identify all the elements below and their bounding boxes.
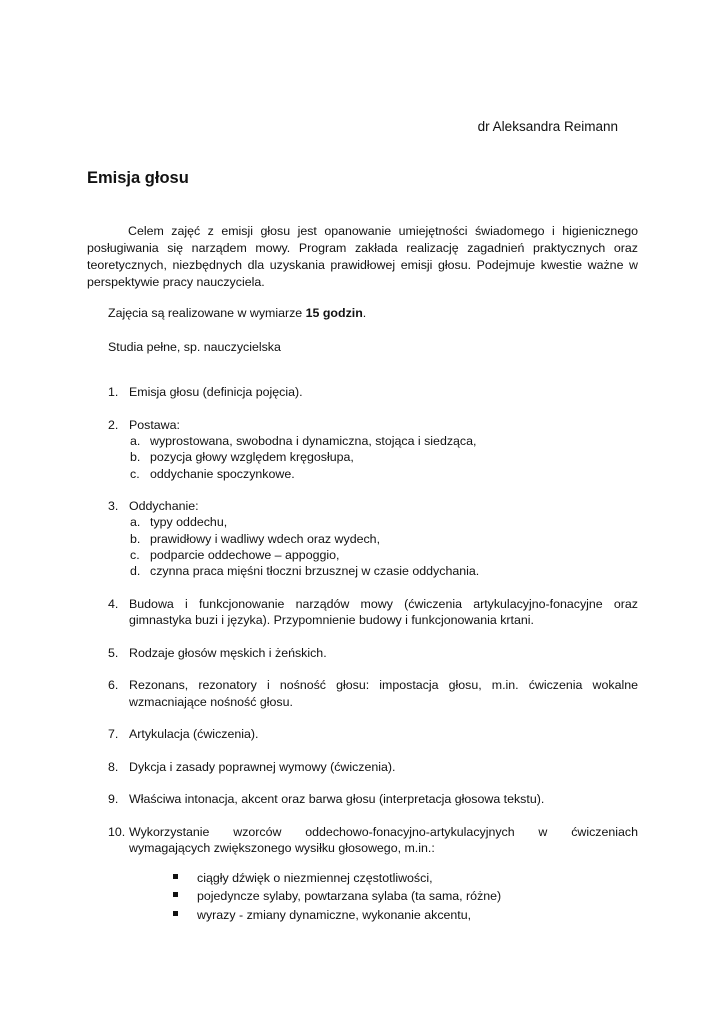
topic-text: Artykulacja (ćwiczenia).: [129, 727, 259, 742]
bullet-list: [173, 869, 638, 925]
subtopic-letter: b.: [130, 531, 141, 546]
subtopic-text: podparcie oddechowe – appoggio,: [150, 547, 340, 562]
topic-list: [108, 384, 638, 940]
subtopic-item: [130, 466, 638, 482]
subtopic-text: wyprostowana, swobodna i dynamiczna, stojąca i siedząca,: [150, 434, 477, 448]
topic-text: Oddychanie:: [129, 498, 199, 513]
topic-number: 5.: [108, 645, 119, 660]
topic-text: Właściwa intonacja, akcent oraz barwa głosu (interpretacja głosowa tekstu).: [129, 792, 545, 807]
bullet-text: ciągły dźwięk o niezmiennej częstotliwości,: [197, 870, 433, 885]
document-title: Emisja głosu: [87, 169, 189, 187]
subtopic-text: oddychanie spoczynkowe.: [150, 466, 295, 481]
topic-item: [108, 417, 638, 482]
topic-number: 4.: [108, 596, 119, 611]
subtopic-letter: b.: [130, 450, 141, 465]
subtopic-text: czynna praca mięśni tłoczni brzusznej w czasie oddychania.: [150, 564, 480, 579]
bullet-text: wyrazy - zmiany dynamiczne, wykonanie akcentu,: [197, 907, 472, 922]
subtopic-item: [130, 514, 638, 530]
subtopic-list: [130, 514, 638, 579]
square-bullet-icon: [173, 874, 178, 879]
topic-number: 8.: [108, 759, 119, 774]
hours-text-after: .: [362, 306, 367, 320]
topic-text: Dykcja i zasady poprawnej wymowy (ćwiczenia).: [129, 759, 396, 774]
topic-text: Budowa i funkcjonowanie narządów mowy (ćwiczenia artykulacyjno-fonacyjne oraz gimnastyka buzi i języka). Przypomnienie budowy i funkcjonowania krtani.: [129, 596, 638, 628]
topic-text: Wykorzystanie wzorców oddechowo-fonacyjno-artykulacyjnych w ćwiczeniach wymagających zwiększonego wysiłku głosowego, m.in.:: [129, 824, 638, 856]
topic-text: Postawa:: [129, 417, 180, 432]
hours-text-before: Zajęcia są realizowane w wymiarze: [108, 306, 306, 320]
topic-number: 6.: [108, 678, 119, 693]
subtopic-item: [130, 563, 638, 579]
hours-value: 15 godzin: [305, 306, 363, 320]
topic-number: 7.: [108, 727, 119, 742]
topic-text: Rodzaje głosów męskich i żeńskich.: [129, 645, 327, 660]
subtopic-letter: c.: [130, 466, 140, 481]
topic-item: [108, 596, 638, 629]
intro-paragraph: Celem zajęć z emisji głosu jest opanowanie umiejętności świadomego i higienicznego posługiwania się narządem mowy. Program zakłada realizację zagadnień praktycznych oraz teoretycznych, niezbędnych dla uzyskania prawidłowej emisji głosu. Podejmuje kwestie ważne w perspektywie pracy nauczyciela.: [87, 224, 638, 289]
topic-number: 1.: [108, 385, 119, 399]
subtopic-letter: a.: [130, 515, 141, 530]
bullet-item: [173, 887, 638, 906]
studies-line: Studia pełne, sp. nauczycielska: [108, 340, 281, 354]
subtopic-letter: c.: [130, 547, 140, 562]
topic-number: 9.: [108, 792, 119, 807]
square-bullet-icon: [173, 911, 178, 916]
subtopic-item: [130, 531, 638, 547]
subtopic-text: pozycja głowy względem kręgosłupa,: [150, 450, 354, 465]
topic-number: 2.: [108, 417, 119, 432]
bullet-item: [173, 906, 638, 925]
hours-line: [108, 305, 366, 322]
topic-item: [108, 384, 638, 401]
topic-number: 3.: [108, 498, 119, 513]
subtopic-text: typy oddechu,: [150, 515, 228, 530]
topic-item: [108, 677, 638, 710]
topic-item: [108, 759, 638, 776]
bullet-text: pojedyncze sylaby, powtarzana sylaba (ta sama, różne): [197, 889, 502, 904]
topic-item: [108, 824, 638, 925]
subtopic-list: [130, 433, 638, 482]
bullet-item: [173, 869, 638, 888]
subtopic-item: [130, 433, 638, 449]
subtopic-item: [130, 547, 638, 563]
topic-text: Rezonans, rezonatory i nośność głosu: impostacja głosu, m.in. ćwiczenia wokalne wzmacniające nośność głosu.: [129, 678, 638, 709]
author-name: dr Aleksandra Reimann: [477, 119, 618, 134]
square-bullet-icon: [173, 892, 178, 897]
topic-item: [108, 726, 638, 743]
subtopic-text: prawidłowy i wadliwy wdech oraz wydech,: [150, 531, 381, 546]
topic-item: [108, 498, 638, 580]
topic-text: Emisja głosu (definicja pojęcia).: [129, 385, 303, 399]
topic-item: [108, 791, 638, 808]
topic-number: 10.: [108, 824, 126, 839]
subtopic-letter: d.: [130, 564, 141, 579]
subtopic-item: [130, 449, 638, 465]
subtopic-letter: a.: [130, 434, 141, 448]
topic-item: [108, 645, 638, 662]
